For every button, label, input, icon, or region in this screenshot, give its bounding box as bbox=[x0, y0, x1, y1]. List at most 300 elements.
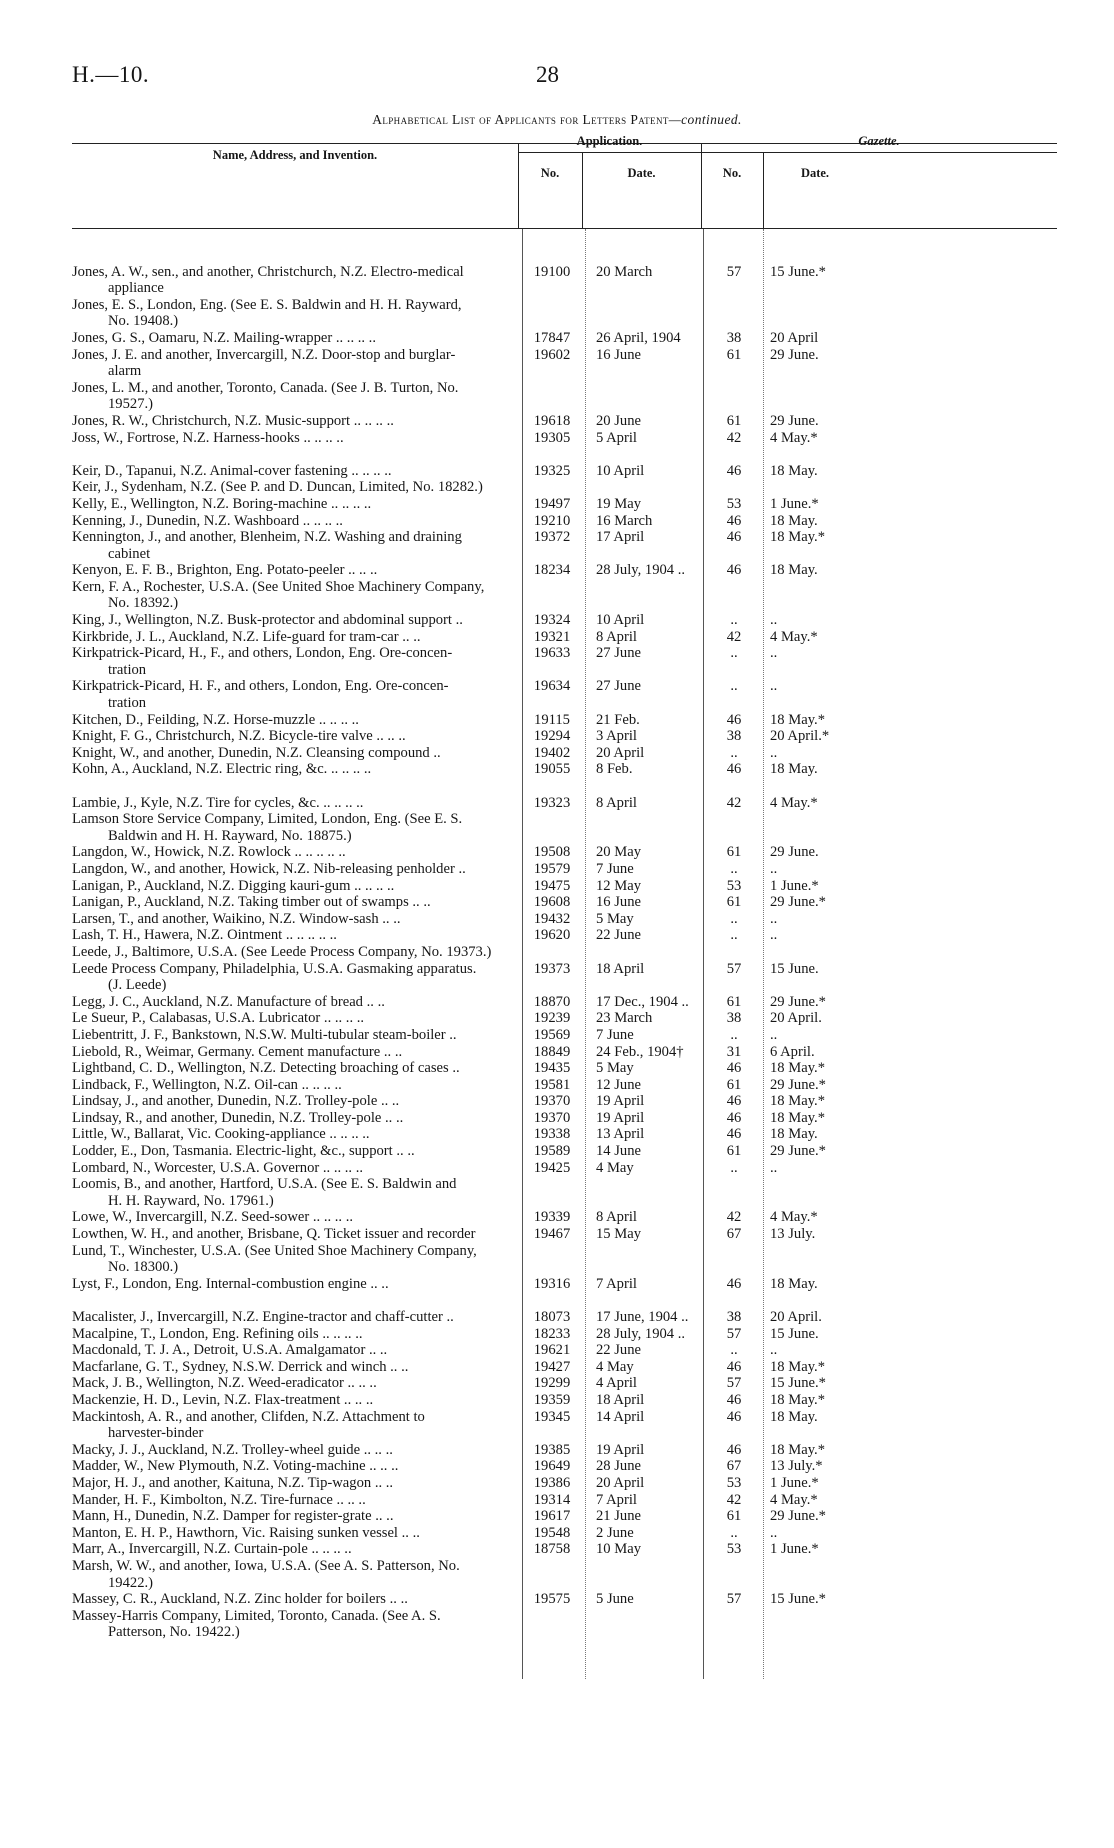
gazette-date bbox=[760, 380, 864, 413]
table-row bbox=[72, 1342, 1057, 1359]
header-application-no: No. bbox=[540, 166, 560, 180]
gazette-date bbox=[760, 479, 864, 496]
applicant-name-continuation: 19527.) bbox=[108, 396, 153, 413]
applicant-name-text: Jones, A. W., sen., and another, Christchurch, N.Z. Electro-medical bbox=[72, 263, 464, 280]
gazette-date: 13 July. bbox=[770, 1226, 816, 1243]
application-number: 19617 bbox=[533, 1508, 571, 1525]
gazette-number: .. bbox=[730, 1342, 738, 1359]
applicant-name-text: Mander, H. F., Kimbolton, N.Z. Tire-furnace .. .. .. bbox=[72, 1491, 366, 1508]
gazette-number: 61 bbox=[726, 1143, 742, 1160]
application-date: 20 June bbox=[596, 412, 641, 429]
applicant-name bbox=[72, 745, 518, 762]
gazette-date: 15 June. bbox=[770, 1325, 819, 1342]
gazette-date: 18 May. bbox=[770, 761, 818, 778]
application-date: 28 July, 1904 .. bbox=[596, 562, 686, 579]
applicants-table bbox=[72, 134, 1057, 1679]
applicant-name-text: Jones, G. S., Oamaru, N.Z. Mailing-wrapper .. .. .. .. bbox=[72, 329, 376, 346]
table-row bbox=[72, 745, 1057, 762]
applicant-name bbox=[72, 728, 518, 745]
applicant-name bbox=[72, 496, 518, 513]
gazette-date: 29 June. bbox=[770, 412, 819, 429]
applicant-name bbox=[72, 994, 518, 1011]
applicant-name-text: Liebentritt, J. F., Bankstown, N.S.W. Multi-tubular steam-boiler .. bbox=[72, 1026, 457, 1043]
applicant-name bbox=[72, 678, 518, 711]
gazette-date bbox=[760, 1243, 864, 1276]
application-number: 19425 bbox=[533, 1159, 571, 1176]
application-date: 8 April bbox=[596, 628, 637, 645]
applicant-name-text: Macalister, J., Invercargill, N.Z. Engine-tractor and chaff-cutter .. bbox=[72, 1309, 454, 1325]
application-number: 19100 bbox=[533, 263, 571, 280]
applicant-name-continuation: (J. Leede) bbox=[108, 977, 167, 994]
application-date bbox=[582, 479, 700, 496]
applicant-name bbox=[72, 1243, 518, 1276]
applicant-name bbox=[72, 1492, 518, 1509]
gazette-number: 61 bbox=[726, 1508, 742, 1525]
applicant-name-continuation: harvester-binder bbox=[108, 1425, 204, 1442]
application-number: 19402 bbox=[533, 744, 571, 761]
gazette-number bbox=[700, 811, 760, 844]
table-row bbox=[72, 1375, 1057, 1392]
page-title-suffix: —continued. bbox=[668, 112, 742, 127]
applicant-name bbox=[72, 1126, 518, 1143]
applicant-name-text: Langdon, W., and another, Howick, N.Z. Nib-releasing penholder .. bbox=[72, 860, 466, 877]
gazette-date: 18 May. bbox=[770, 462, 818, 479]
applicant-name-text: Keir, J., Sydenham, N.Z. (See P. and D. Duncan, Limited, No. 18282.) bbox=[72, 479, 483, 496]
applicant-name-text: Macky, J. J., Auckland, N.Z. Trolley-wheel guide .. .. .. bbox=[72, 1441, 393, 1458]
gazette-date: 20 April bbox=[770, 329, 819, 346]
gazette-date: 20 April.* bbox=[770, 728, 830, 745]
table-row bbox=[72, 513, 1057, 530]
gazette-number: 46 bbox=[726, 1358, 742, 1375]
gazette-number: .. bbox=[730, 910, 738, 927]
gazette-number bbox=[700, 1176, 760, 1209]
application-date: 17 April bbox=[596, 529, 645, 546]
application-date: 16 June bbox=[596, 346, 641, 363]
application-date: 8 April bbox=[596, 794, 637, 811]
gazette-number: 46 bbox=[726, 512, 742, 529]
page-title-main: Alphabetical List of Applicants for Letters Patent bbox=[372, 112, 669, 127]
gazette-number: 46 bbox=[726, 462, 742, 479]
application-date bbox=[582, 297, 700, 330]
applicant-name-text: Langdon, W., Howick, N.Z. Rowlock .. .. .. .. .. bbox=[72, 844, 346, 861]
application-date: 5 June bbox=[596, 1591, 634, 1608]
application-date: 19 April bbox=[596, 1093, 645, 1110]
table-row bbox=[72, 529, 1057, 562]
application-date: 26 April, 1904 bbox=[596, 329, 681, 346]
applicant-name bbox=[72, 1143, 518, 1160]
table-row bbox=[72, 297, 1057, 330]
table-row bbox=[72, 430, 1057, 447]
application-date: 23 March bbox=[596, 1010, 653, 1027]
applicant-name-text: Lash, T. H., Hawera, N.Z. Ointment .. .. .. .. .. bbox=[72, 927, 337, 944]
applicant-name bbox=[72, 513, 518, 530]
table-row bbox=[72, 1044, 1057, 1061]
application-date: 20 May bbox=[596, 844, 641, 861]
table-row bbox=[72, 728, 1057, 745]
table-row bbox=[72, 1492, 1057, 1509]
gazette-date: 29 June. bbox=[770, 844, 819, 861]
applicant-name bbox=[72, 894, 518, 911]
table-row bbox=[72, 1226, 1057, 1243]
applicant-name bbox=[72, 911, 518, 928]
applicant-name-text: Lodder, E., Don, Tasmania. Electric-light, &c., support .. .. bbox=[72, 1143, 415, 1160]
table-row bbox=[72, 1110, 1057, 1127]
application-number: 19339 bbox=[533, 1209, 571, 1226]
application-number: 19314 bbox=[533, 1491, 571, 1508]
application-number: 19324 bbox=[533, 612, 571, 629]
gazette-date: .. bbox=[770, 910, 778, 927]
application-number: 19575 bbox=[533, 1591, 571, 1608]
application-date: 4 May bbox=[596, 1358, 634, 1375]
table-row bbox=[72, 894, 1057, 911]
application-date: 28 June bbox=[596, 1458, 641, 1475]
application-date: 19 April bbox=[596, 1109, 645, 1126]
applicant-name-text: Lowe, W., Invercargill, N.Z. Seed-sower .. .. .. .. bbox=[72, 1209, 354, 1226]
gazette-number: 46 bbox=[726, 761, 742, 778]
application-date: 8 April bbox=[596, 1209, 637, 1226]
gazette-date: 1 June.* bbox=[770, 1541, 819, 1558]
gazette-number: 46 bbox=[726, 529, 742, 546]
table-row bbox=[72, 1060, 1057, 1077]
header-gazette-no: No. bbox=[722, 166, 742, 180]
table-row bbox=[72, 1442, 1057, 1459]
gazette-number: 67 bbox=[726, 1226, 742, 1243]
application-number: 19239 bbox=[533, 1010, 571, 1027]
applicant-name-text: Kirkbride, J. L., Auckland, N.Z. Life-guard for tram-car .. .. bbox=[72, 628, 421, 645]
table-row bbox=[72, 1143, 1057, 1160]
gazette-date bbox=[760, 579, 864, 612]
application-number: 19467 bbox=[533, 1226, 571, 1243]
table-row bbox=[72, 380, 1057, 413]
table-body bbox=[72, 229, 1057, 1679]
applicant-name-text: Macfarlane, G. T., Sydney, N.S.W. Derrick and winch .. .. bbox=[72, 1358, 409, 1375]
gazette-date: 29 June.* bbox=[770, 993, 826, 1010]
application-number: 19634 bbox=[533, 678, 571, 695]
page-header bbox=[72, 62, 1059, 92]
gazette-number: 46 bbox=[726, 1441, 742, 1458]
applicant-name-text: Kirkpatrick-Picard, H. F., and others, London, Eng. Ore-concen- bbox=[72, 678, 449, 695]
table-row bbox=[72, 1558, 1057, 1591]
gazette-number: 38 bbox=[726, 728, 742, 745]
table-row bbox=[72, 1458, 1057, 1475]
application-number: 19345 bbox=[533, 1408, 571, 1425]
table-row bbox=[72, 1160, 1057, 1177]
gazette-number: 42 bbox=[726, 1491, 742, 1508]
application-number: 18849 bbox=[533, 1043, 571, 1060]
applicant-name bbox=[72, 1608, 518, 1641]
application-date: 16 March bbox=[596, 512, 653, 529]
gazette-date: 20 April. bbox=[770, 1309, 822, 1325]
gazette-number: 61 bbox=[726, 844, 742, 861]
gazette-date bbox=[760, 297, 864, 330]
applicant-name-text: Mack, J. B., Wellington, N.Z. Weed-eradicator .. .. .. bbox=[72, 1375, 377, 1392]
applicant-name-text: Leede Process Company, Philadelphia, U.S.A. Gasmaking apparatus. bbox=[72, 960, 477, 977]
application-date: 4 April bbox=[596, 1375, 637, 1392]
application-date: 16 June bbox=[596, 894, 641, 911]
table-row bbox=[72, 496, 1057, 513]
gazette-number: .. bbox=[730, 744, 738, 761]
application-number bbox=[518, 479, 582, 496]
application-date: 27 June bbox=[596, 678, 641, 695]
gazette-date: 4 May.* bbox=[770, 794, 818, 811]
applicant-name bbox=[72, 1392, 518, 1409]
table-row bbox=[72, 1243, 1057, 1276]
gazette-number bbox=[700, 1243, 760, 1276]
gazette-date: 15 June.* bbox=[770, 1375, 826, 1392]
application-date: 8 Feb. bbox=[596, 761, 633, 778]
applicant-name bbox=[72, 712, 518, 729]
applicant-name bbox=[72, 944, 518, 961]
table-row bbox=[72, 479, 1057, 496]
applicant-name-text: Massey, C. R., Auckland, N.Z. Zinc holder for boilers .. .. bbox=[72, 1591, 408, 1608]
gazette-number: 38 bbox=[726, 329, 742, 346]
gazette-date: 29 June.* bbox=[770, 1508, 826, 1525]
gazette-date: 1 June.* bbox=[770, 1474, 819, 1491]
applicant-name-text: Mackintosh, A. R., and another, Clifden, N.Z. Attachment to bbox=[72, 1408, 425, 1425]
applicant-name bbox=[72, 1326, 518, 1343]
applicant-name bbox=[72, 878, 518, 895]
table-row bbox=[72, 927, 1057, 944]
applicant-name-text: Kenning, J., Dunedin, N.Z. Washboard .. .. .. .. bbox=[72, 512, 343, 529]
applicant-name-continuation: tration bbox=[108, 661, 147, 678]
gazette-number bbox=[700, 297, 760, 330]
applicant-name-text: Mann, H., Dunedin, N.Z. Damper for register-grate .. .. bbox=[72, 1508, 394, 1525]
applicant-name-continuation: No. 19408.) bbox=[108, 313, 179, 330]
table-row bbox=[72, 463, 1057, 480]
applicant-name-text: Macdonald, T. J. A., Detroit, U.S.A. Amalgamator .. .. bbox=[72, 1342, 388, 1359]
applicant-name-text: Lyst, F., London, Eng. Internal-combustion engine .. .. bbox=[72, 1275, 389, 1292]
application-date: 5 May bbox=[596, 1060, 634, 1077]
table-row bbox=[72, 562, 1057, 579]
applicant-name-continuation: No. 18392.) bbox=[108, 595, 179, 612]
gazette-number: 46 bbox=[726, 711, 742, 728]
applicant-name bbox=[72, 927, 518, 944]
gazette-date: 18 May.* bbox=[770, 1441, 825, 1458]
applicant-name bbox=[72, 1060, 518, 1077]
table-row bbox=[72, 1010, 1057, 1027]
application-date bbox=[582, 579, 700, 612]
applicant-name bbox=[72, 1093, 518, 1110]
gazette-number: 42 bbox=[726, 1209, 742, 1226]
applicant-name bbox=[72, 761, 518, 778]
gazette-number: 57 bbox=[726, 960, 742, 977]
applicant-name-text: Jones, J. E. and another, Invercargill, N.Z. Door-stop and burglar- bbox=[72, 346, 456, 363]
table-row bbox=[72, 629, 1057, 646]
applicant-name bbox=[72, 844, 518, 861]
applicant-name bbox=[72, 529, 518, 562]
gazette-date: .. bbox=[770, 860, 778, 877]
applicant-name bbox=[72, 1342, 518, 1359]
application-date: 27 June bbox=[596, 645, 641, 662]
applicant-name bbox=[72, 1409, 518, 1442]
application-date: 17 June, 1904 .. bbox=[596, 1309, 689, 1325]
gazette-number: 46 bbox=[726, 1109, 742, 1126]
application-date: 7 June bbox=[596, 1026, 634, 1043]
gazette-date: .. bbox=[770, 1026, 778, 1043]
applicant-name-text: Joss, W., Fortrose, N.Z. Harness-hooks .. .. .. .. bbox=[72, 429, 344, 446]
applicant-name-continuation: Baldwin and H. H. Rayward, No. 18875.) bbox=[108, 827, 352, 844]
application-number bbox=[518, 1558, 582, 1591]
application-date: 12 May bbox=[596, 877, 641, 894]
applicant-name bbox=[72, 1160, 518, 1177]
application-number: 19210 bbox=[533, 512, 571, 529]
applicant-name bbox=[72, 612, 518, 629]
gazette-number bbox=[700, 579, 760, 612]
application-number: 19370 bbox=[533, 1093, 571, 1110]
applicant-name-continuation: H. H. Rayward, No. 17961.) bbox=[108, 1192, 274, 1209]
gazette-number: 61 bbox=[726, 412, 742, 429]
application-number: 19386 bbox=[533, 1474, 571, 1491]
gazette-number: 42 bbox=[726, 628, 742, 645]
applicant-name bbox=[72, 1508, 518, 1525]
applicant-name bbox=[72, 1591, 518, 1608]
gazette-number: 57 bbox=[726, 1375, 742, 1392]
application-number: 19299 bbox=[533, 1375, 571, 1392]
gazette-date: 18 May. bbox=[770, 562, 818, 579]
application-date bbox=[582, 1243, 700, 1276]
applicant-name-text: Little, W., Ballarat, Vic. Cooking-appliance .. .. .. .. bbox=[72, 1126, 370, 1143]
applicant-name-text: Lindback, F., Wellington, N.Z. Oil-can .. .. .. .. bbox=[72, 1076, 342, 1093]
page-title bbox=[0, 112, 1114, 128]
application-date: 2 June bbox=[596, 1524, 634, 1541]
applicant-name-text: Kohn, A., Auckland, N.Z. Electric ring, &c. .. .. .. .. bbox=[72, 761, 372, 778]
application-date: 4 May bbox=[596, 1159, 634, 1176]
applicant-name bbox=[72, 380, 518, 413]
applicant-name bbox=[72, 861, 518, 878]
applicant-name-continuation: Patterson, No. 19422.) bbox=[108, 1624, 240, 1641]
applicant-name-text: Le Sueur, P., Calabasas, U.S.A. Lubricator .. .. .. .. bbox=[72, 1010, 365, 1027]
applicant-name-text: Lindsay, R., and another, Dunedin, N.Z. Trolley-pole .. .. bbox=[72, 1109, 404, 1126]
table-row bbox=[72, 1309, 1057, 1326]
applicant-name-continuation: appliance bbox=[108, 280, 164, 297]
application-number: 19618 bbox=[533, 412, 571, 429]
page-number: 28 bbox=[536, 62, 559, 87]
application-number: 19115 bbox=[534, 711, 570, 728]
application-number: 19497 bbox=[533, 495, 571, 512]
page-reference: H.—10. bbox=[72, 62, 150, 87]
applicant-name-text: Kitchen, D., Feilding, N.Z. Horse-muzzle .. .. .. .. bbox=[72, 711, 359, 728]
applicant-name-text: Lowthen, W. H., and another, Brisbane, Q. Ticket issuer and recorder bbox=[72, 1226, 476, 1243]
gazette-number: .. bbox=[730, 860, 738, 877]
gazette-number: 53 bbox=[726, 1474, 742, 1491]
application-date: 10 April bbox=[596, 612, 645, 629]
application-date bbox=[582, 1176, 700, 1209]
application-date: 5 May bbox=[596, 910, 634, 927]
header-gazette-date: Date. bbox=[800, 166, 830, 180]
gazette-number bbox=[700, 479, 760, 496]
applicant-name bbox=[72, 1044, 518, 1061]
application-date: 10 April bbox=[596, 462, 645, 479]
applicant-name-continuation: No. 18300.) bbox=[108, 1259, 179, 1276]
applicant-name-text: Loomis, B., and another, Hartford, U.S.A. (See E. S. Baldwin and bbox=[72, 1176, 457, 1193]
table-row bbox=[72, 612, 1057, 629]
application-date: 19 April bbox=[596, 1441, 645, 1458]
header-name-column: Name, Address, and Invention. bbox=[212, 148, 378, 162]
application-date: 14 June bbox=[596, 1143, 641, 1160]
application-number: 19055 bbox=[533, 761, 571, 778]
gazette-date: 29 June.* bbox=[770, 1076, 826, 1093]
applicant-name-text: Kern, F. A., Rochester, U.S.A. (See United Shoe Machinery Company, bbox=[72, 578, 485, 595]
gazette-number bbox=[700, 380, 760, 413]
applicant-name-text: Liebold, R., Weimar, Germany. Cement manufacture .. .. bbox=[72, 1043, 403, 1060]
gazette-number: 46 bbox=[726, 1093, 742, 1110]
table-row bbox=[72, 579, 1057, 612]
applicant-name bbox=[72, 1541, 518, 1558]
table-row bbox=[72, 1359, 1057, 1376]
gazette-number: 57 bbox=[726, 1591, 742, 1608]
application-number: 19325 bbox=[533, 462, 571, 479]
table-row bbox=[72, 1077, 1057, 1094]
applicant-name-text: Leede, J., Baltimore, U.S.A. (See Leede Process Company, No. 19373.) bbox=[72, 943, 492, 960]
applicant-name-text: Lanigan, P., Auckland, N.Z. Digging kauri-gum .. .. .. .. bbox=[72, 877, 395, 894]
gazette-number bbox=[700, 944, 760, 961]
applicant-name-continuation: alarm bbox=[108, 363, 142, 380]
application-number: 19608 bbox=[533, 894, 571, 911]
application-number: 18234 bbox=[533, 562, 571, 579]
applicant-name-text: Lambie, J., Kyle, N.Z. Tire for cycles, &c. .. .. .. .. bbox=[72, 794, 364, 811]
application-date: 3 April bbox=[596, 728, 637, 745]
gazette-date: 4 May.* bbox=[770, 1491, 818, 1508]
application-date bbox=[582, 1608, 700, 1641]
applicant-name bbox=[72, 264, 518, 297]
gazette-number: 67 bbox=[726, 1458, 742, 1475]
application-number: 19620 bbox=[533, 927, 571, 944]
table-row bbox=[72, 861, 1057, 878]
application-number: 19338 bbox=[533, 1126, 571, 1143]
gazette-number: 38 bbox=[726, 1309, 742, 1325]
applicant-name bbox=[72, 961, 518, 994]
application-date: 22 June bbox=[596, 927, 641, 944]
gazette-date: 18 May.* bbox=[770, 1060, 825, 1077]
gazette-number: 46 bbox=[726, 562, 742, 579]
application-number: 19305 bbox=[533, 429, 571, 446]
application-number: 19569 bbox=[533, 1026, 571, 1043]
applicant-name-text: Massey-Harris Company, Limited, Toronto, Canada. (See A. S. bbox=[72, 1607, 441, 1624]
table-row bbox=[72, 1508, 1057, 1525]
application-date: 21 June bbox=[596, 1508, 641, 1525]
table-row bbox=[72, 413, 1057, 430]
gazette-number: 57 bbox=[726, 1325, 742, 1342]
gazette-date bbox=[760, 811, 864, 844]
application-date: 22 June bbox=[596, 1342, 641, 1359]
application-number bbox=[518, 1243, 582, 1276]
gazette-date: 15 June.* bbox=[770, 263, 826, 280]
application-date: 20 April bbox=[596, 1474, 645, 1491]
gazette-number: 46 bbox=[726, 1126, 742, 1143]
applicant-name-text: Lamson Store Service Company, Limited, London, Eng. (See E. S. bbox=[72, 811, 463, 828]
gazette-number: 31 bbox=[726, 1043, 742, 1060]
gazette-number: 61 bbox=[726, 1076, 742, 1093]
application-number bbox=[518, 944, 582, 961]
applicant-name bbox=[72, 330, 518, 347]
application-date: 12 June bbox=[596, 1076, 641, 1093]
gazette-number: 42 bbox=[726, 794, 742, 811]
applicant-name bbox=[72, 629, 518, 646]
gazette-date bbox=[760, 1176, 864, 1209]
applicant-name bbox=[72, 479, 518, 496]
gazette-number: .. bbox=[730, 1159, 738, 1176]
header-gazette: Gazette. bbox=[858, 134, 900, 148]
applicant-name bbox=[72, 1077, 518, 1094]
applicant-name-continuation: cabinet bbox=[108, 545, 151, 562]
applicant-name bbox=[72, 1309, 518, 1326]
application-date: 7 April bbox=[596, 1491, 637, 1508]
header-application: Application. bbox=[576, 134, 643, 148]
gazette-date: 18 May. bbox=[770, 1275, 818, 1292]
application-date: 5 April bbox=[596, 429, 637, 446]
table-row bbox=[72, 264, 1057, 297]
application-number: 19321 bbox=[533, 628, 571, 645]
